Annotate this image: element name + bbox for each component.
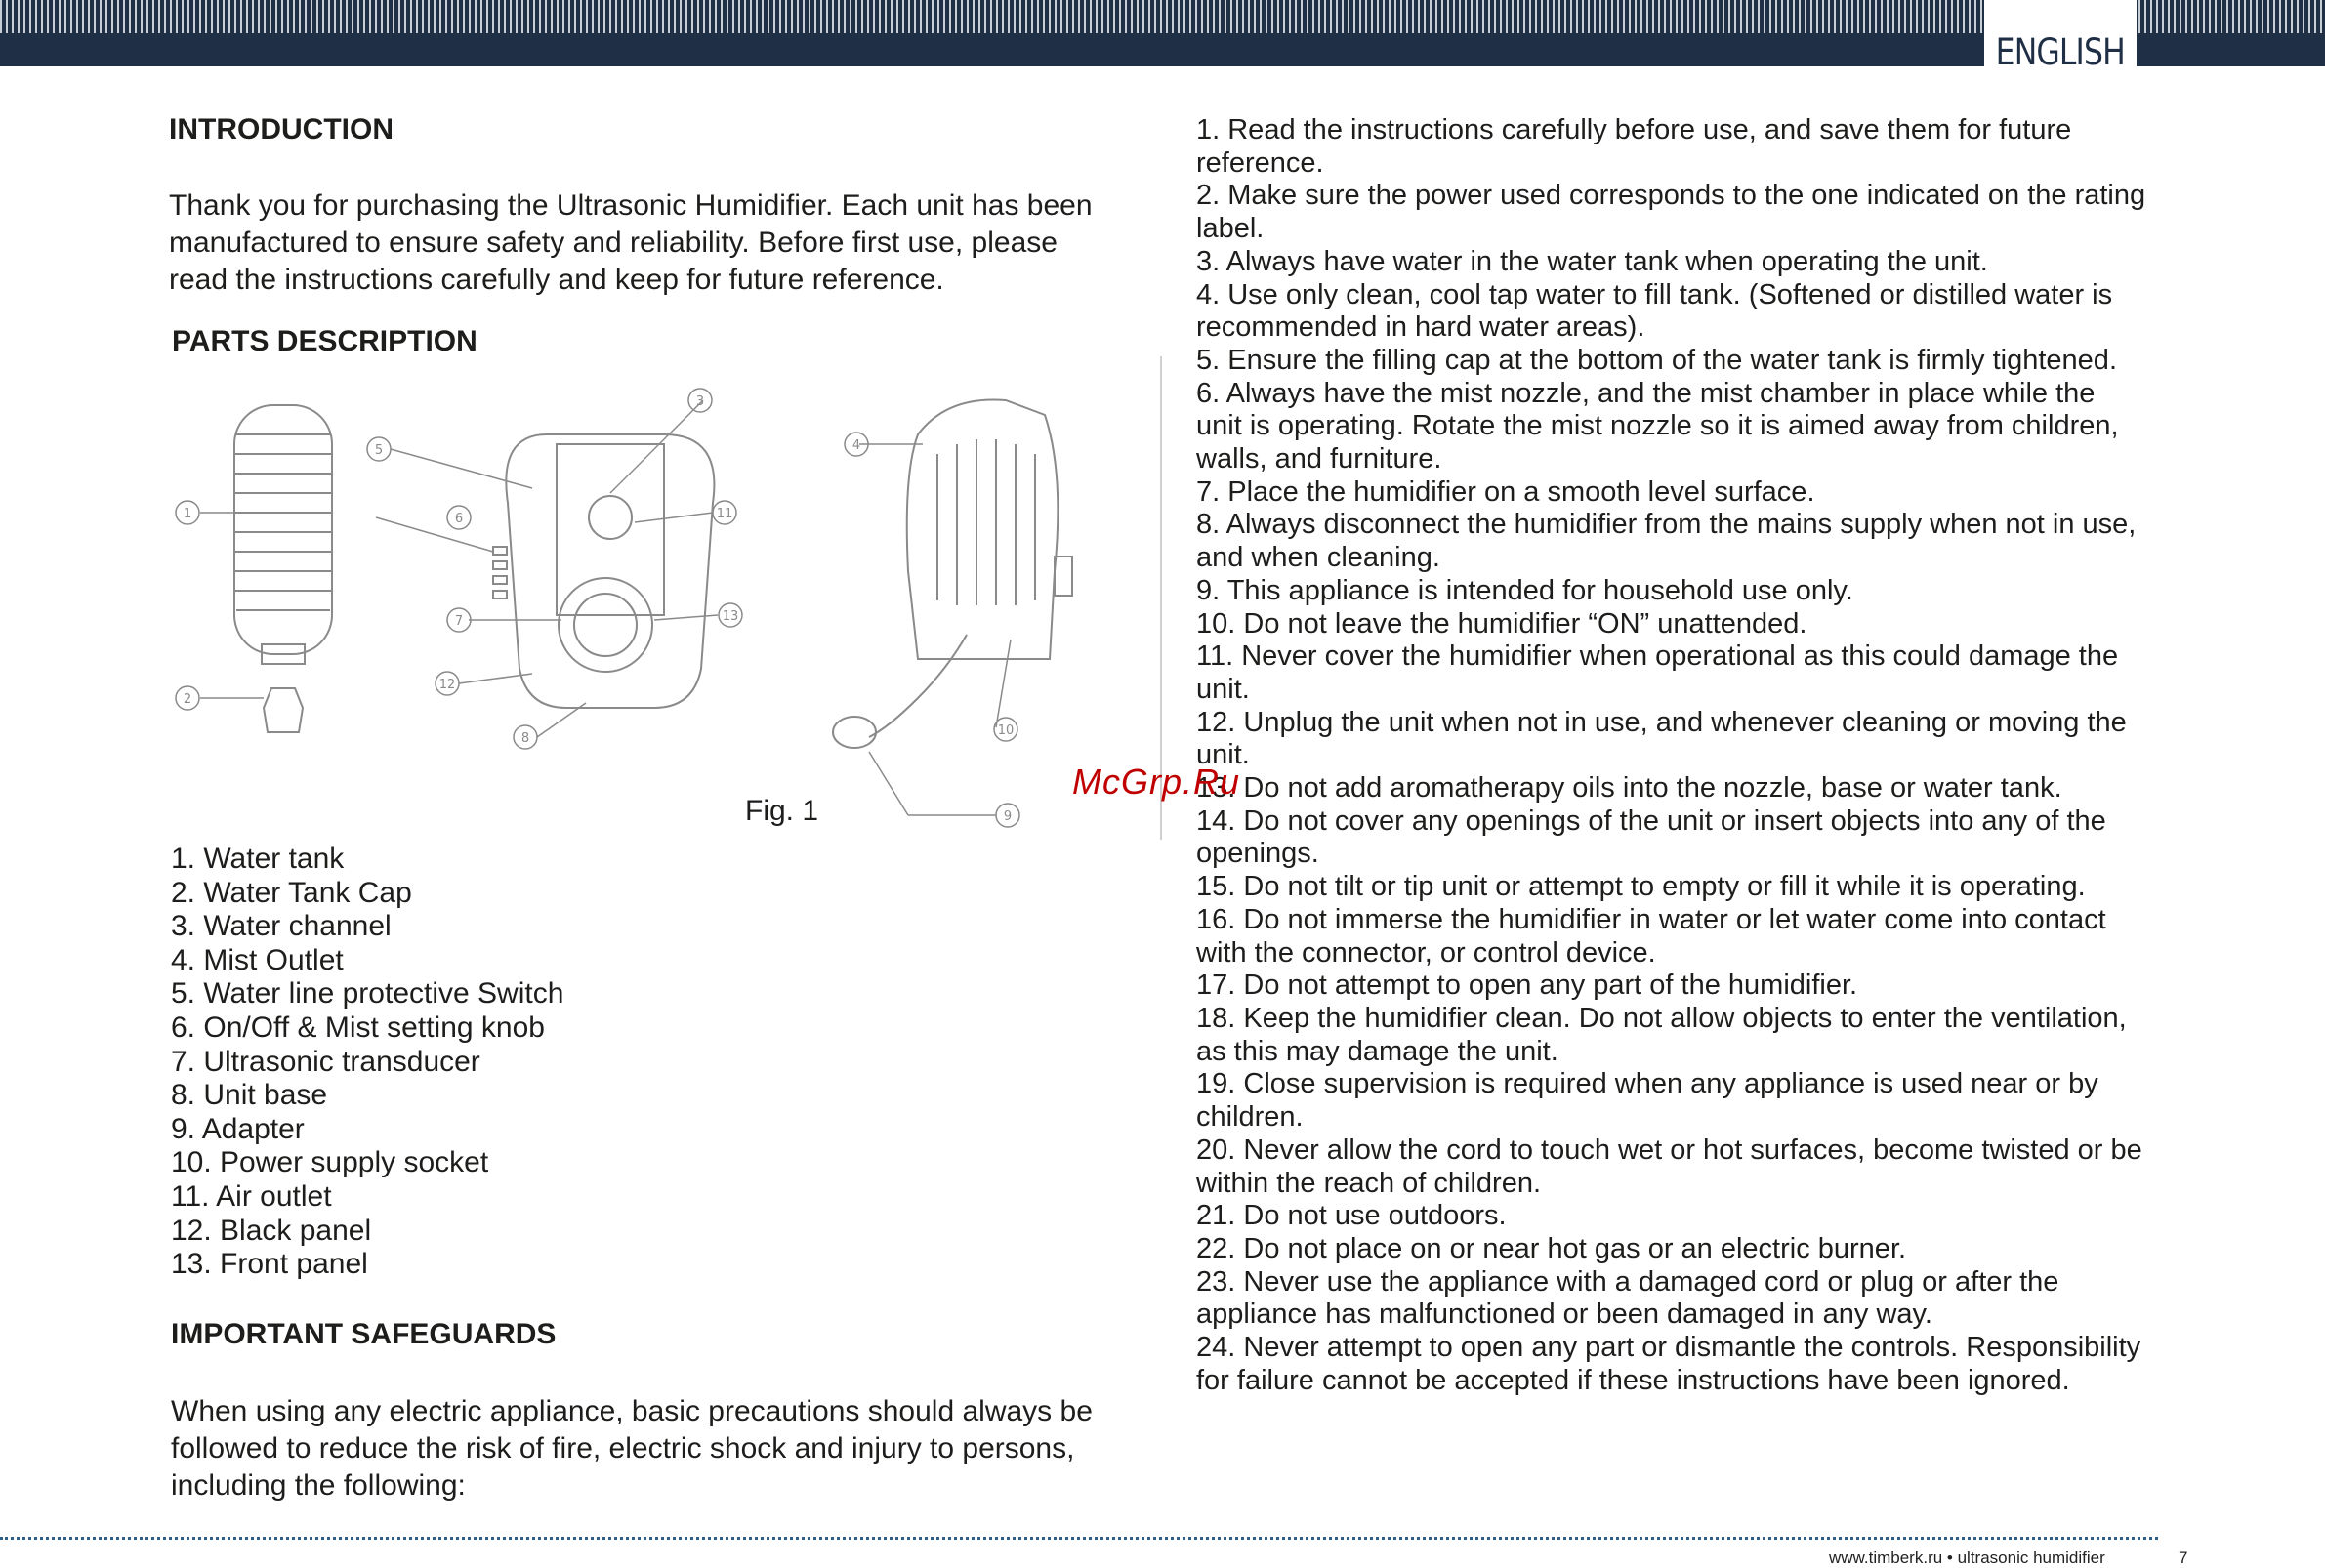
footer-site: www.timberk.ru • ultrasonic humidifier <box>1829 1548 2105 1567</box>
safeguard-item: 6. Always have the mist nozzle, and the mist chamber in place while the unit is operating. Rotate the mist nozzle so it is aimed away from children, walls, and furniture. <box>1196 377 2119 475</box>
callout-2: 2 <box>183 692 192 707</box>
safeguard-item: 18. Keep the humidifier clean. Do not allow objects to enter the ventilation, as this may damage the unit. <box>1196 1002 2127 1067</box>
callout-12: 12 <box>438 678 456 692</box>
callout-13: 13 <box>722 609 739 624</box>
safeguards-list <box>1196 114 2148 1397</box>
parts-item: 4. Mist Outlet <box>171 943 344 976</box>
safeguard-item: 16. Do not immerse the humidifier in water or let water come into contact with the connector, or control device. <box>1196 903 2106 969</box>
parts-item: 1. Water tank <box>171 843 345 875</box>
callout-10: 10 <box>997 723 1015 738</box>
callout-7: 7 <box>454 614 464 629</box>
safeguard-item: 3. Always have water in the water tank when operating the unit. <box>1196 245 1988 277</box>
parts-item: 2. Water Tank Cap <box>171 876 412 909</box>
header-stripes-right <box>2138 0 2325 33</box>
parts-item: 13. Front panel <box>171 1248 368 1281</box>
watermark: McGrp.Ru <box>1072 762 1241 802</box>
introduction-heading: INTRODUCTION <box>169 113 394 145</box>
safeguard-item: 17. Do not attempt to open any part of the humidifier. <box>1196 970 1858 1002</box>
parts-heading: PARTS DESCRIPTION <box>172 325 477 357</box>
language-label: ENGLISH <box>1995 31 2126 73</box>
safeguards-heading: IMPORTANT SAFEGUARDS <box>171 1318 557 1350</box>
callout-8: 8 <box>520 731 530 746</box>
safeguard-item: 14. Do not cover any openings of the unit or insert objects into any of the openings. <box>1196 805 2106 870</box>
safeguard-item: 19. Close supervision is required when any appliance is used near or by children. <box>1196 1068 2098 1134</box>
language-tab <box>1984 0 2137 73</box>
header-stripes <box>0 0 1982 33</box>
safeguard-item: 8. Always disconnect the humidifier from the mains supply when not in use, and when cleaning. <box>1196 509 2137 574</box>
safeguard-item: 20. Never allow the cord to touch wet or hot surfaces, become twisted or be within the reach of children. <box>1196 1134 2142 1199</box>
callout-3: 3 <box>695 394 705 409</box>
safeguard-item: 22. Do not place on or near hot gas or an electric burner. <box>1196 1232 1907 1264</box>
safeguard-item: 7. Place the humidifier on a smooth level surface. <box>1196 475 1815 508</box>
parts-item: 11. Air outlet <box>171 1179 332 1213</box>
callout-4: 4 <box>851 438 861 453</box>
footer-dotted-rule <box>0 1537 2158 1540</box>
safeguard-item: 2. Make sure the power used corresponds to the one indicated on the rating label. <box>1196 180 2146 245</box>
unit-base-drawing <box>493 434 714 708</box>
callout-11: 11 <box>716 507 733 521</box>
safeguard-item: 15. Do not tilt or tip unit or attempt to empty or fill it while it is operating. <box>1196 871 2086 903</box>
humidifier-drawing <box>833 399 1072 748</box>
safeguard-item: 5. Ensure the filling cap at the bottom of the water tank is firmly tightened. <box>1196 344 2117 376</box>
parts-item: 7. Ultrasonic transducer <box>171 1045 480 1078</box>
callout-1: 1 <box>183 507 192 521</box>
safeguard-item: 23. Never use the appliance with a damaged cord or plug or after the appliance has malfunctioned or been damaged in any way. <box>1196 1265 2059 1331</box>
safeguard-item: 13. Do not add aromatherapy oils into the nozzle, base or water tank. <box>1196 772 2062 805</box>
parts-figure <box>166 376 1142 835</box>
safeguards-body: When using any electric appliance, basic precautions should always be followed to reduce the risk of fire, electric shock and injury to persons, including the following: <box>171 1395 1093 1502</box>
parts-item: 3. Water channel <box>171 910 392 943</box>
water-tank-drawing <box>234 405 332 732</box>
figure-label: Fig. 1 <box>745 795 819 827</box>
callout-5: 5 <box>374 443 384 458</box>
callout-leaders <box>200 400 1011 815</box>
callout-9: 9 <box>1003 809 1013 824</box>
safeguard-item: 9. This appliance is intended for household use only. <box>1196 574 1853 606</box>
safeguard-item: 10. Do not leave the humidifier “ON” unattended. <box>1196 607 1807 640</box>
page-number: 7 <box>2179 1548 2188 1567</box>
introduction-body: Thank you for purchasing the Ultrasonic Humidifier. Each unit has been manufactured to ensure safety and reliability. Before first use, please read the instructions carefully and keep for future reference. <box>169 189 1093 296</box>
safeguard-item: 24. Never attempt to open any part or dismantle the controls. Responsibility for failure cannot be accepted if these instructions have been ignored. <box>1196 1332 2141 1396</box>
parts-item: 10. Power supply socket <box>171 1146 489 1179</box>
parts-item: 12. Black panel <box>171 1214 372 1247</box>
callout-6: 6 <box>454 512 464 526</box>
safeguard-item: 21. Do not use outdoors. <box>1196 1200 1507 1232</box>
safeguard-item: 4. Use only clean, cool tap water to fill tank. (Softened or distilled water is recommended in hard water areas). <box>1196 278 2113 344</box>
safeguard-item: 11. Never cover the humidifier when operational as this could damage the unit. <box>1196 640 2119 705</box>
parts-item: 6. On/Off & Mist setting knob <box>171 1011 545 1044</box>
parts-item: 9. Adapter <box>171 1112 305 1145</box>
safeguard-item: 12. Unplug the unit when not in use, and whenever cleaning or moving the unit. <box>1196 706 2127 771</box>
parts-item: 5. Water line protective Switch <box>171 977 564 1011</box>
parts-item: 8. Unit base <box>171 1079 328 1112</box>
parts-list <box>171 843 563 1282</box>
safeguard-item: 1. Read the instructions carefully before use, and save them for future reference. <box>1196 114 2072 179</box>
